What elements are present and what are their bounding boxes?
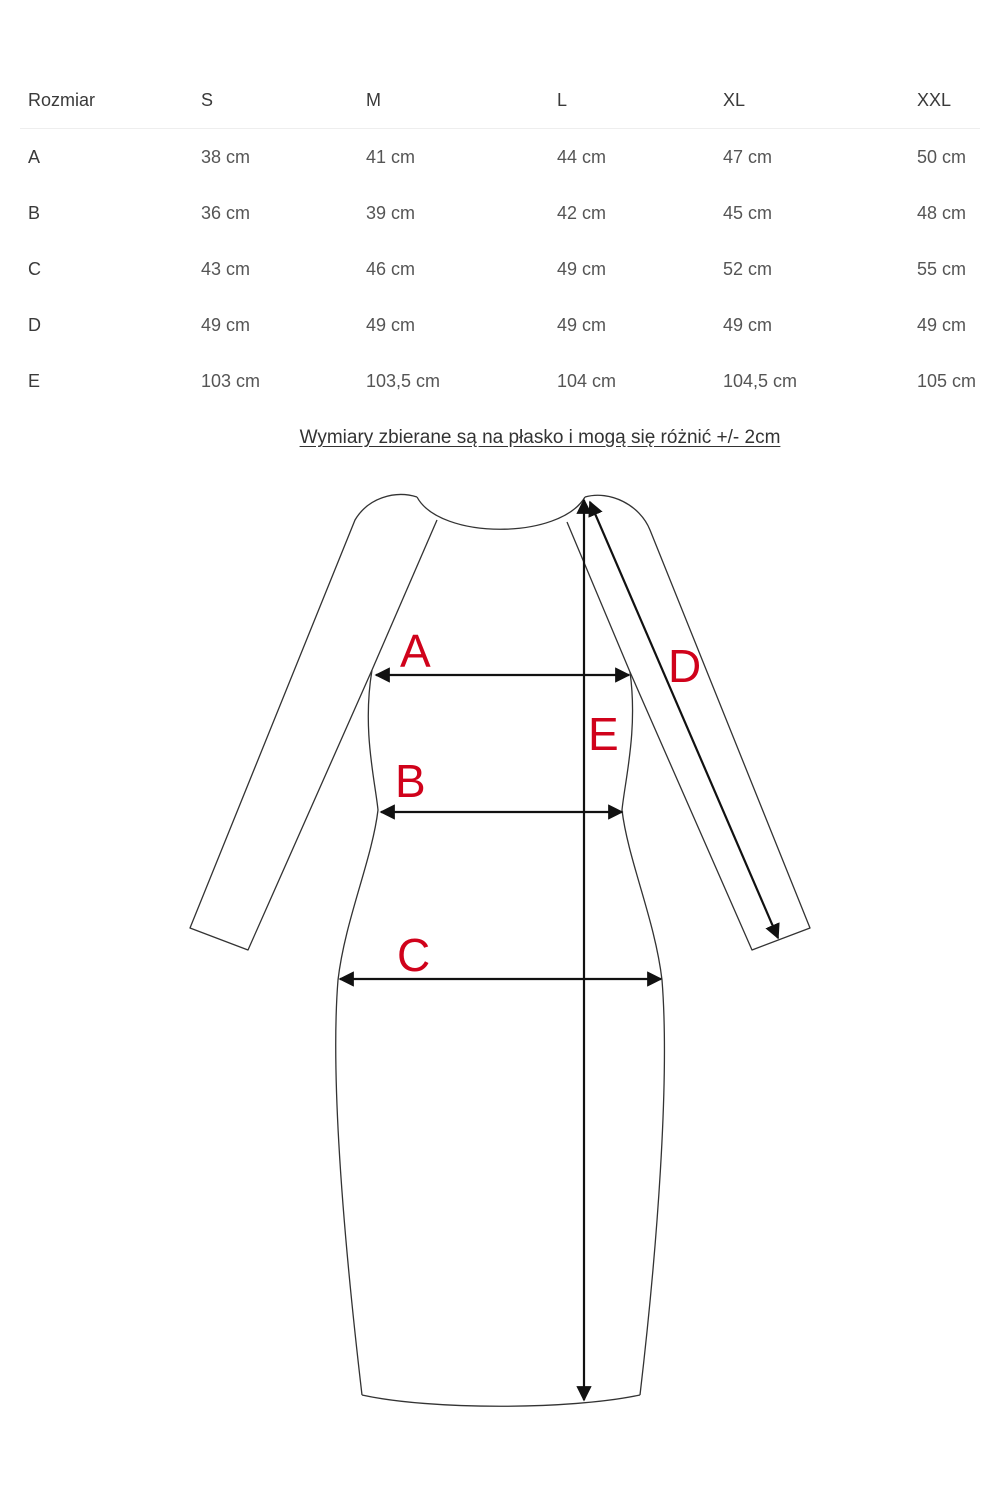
- table-cell: 46 cm: [366, 258, 416, 279]
- table-cell: 45 cm: [723, 202, 773, 223]
- label-a: A: [400, 625, 431, 677]
- table-cell: 49 cm: [366, 314, 416, 335]
- header-m: M: [358, 72, 549, 129]
- table-cell: 104 cm: [557, 370, 617, 391]
- table-cell: 49 cm: [557, 258, 607, 279]
- table-cell: 104,5 cm: [723, 370, 798, 391]
- body-left-side: [336, 670, 378, 1395]
- row-label: B: [28, 202, 41, 223]
- table-cell: 49 cm: [723, 314, 773, 335]
- right-raglan-seam: [567, 522, 630, 672]
- table-cell: 47 cm: [723, 146, 773, 167]
- body-right-side: [622, 672, 664, 1395]
- table-cell: 42 cm: [557, 202, 607, 223]
- header-xxl: XXL: [909, 72, 980, 129]
- table-cell: 41 cm: [366, 146, 416, 167]
- table-cell: 36 cm: [201, 202, 251, 223]
- left-sleeve: [190, 495, 417, 950]
- right-sleeve: [585, 495, 810, 950]
- row-label: D: [28, 314, 41, 335]
- header-xl: XL: [715, 72, 909, 129]
- row-label: A: [28, 146, 41, 167]
- table-cell: 55 cm: [917, 258, 967, 279]
- dress-outline: [190, 495, 810, 1407]
- label-c: C: [397, 929, 431, 981]
- hem: [362, 1395, 640, 1406]
- table-cell: 39 cm: [366, 202, 416, 223]
- label-e: E: [588, 708, 619, 760]
- row-label: E: [28, 370, 41, 391]
- header-l: L: [549, 72, 715, 129]
- table-cell: 49 cm: [917, 314, 967, 335]
- row-label: C: [28, 258, 41, 279]
- header-s: S: [193, 72, 358, 129]
- table-cell: 49 cm: [201, 314, 251, 335]
- table-cell: 49 cm: [557, 314, 607, 335]
- label-d: D: [668, 640, 702, 692]
- table-cell: 103,5 cm: [366, 370, 441, 391]
- table-cell: 48 cm: [917, 202, 967, 223]
- table-cell: 105 cm: [917, 370, 977, 391]
- table-cell: 52 cm: [723, 258, 773, 279]
- table-cell: 103 cm: [201, 370, 261, 391]
- neckline: [417, 497, 585, 529]
- measurement-note: Wymiary zbierane są na płasko i mogą się różnić +/- 2cm: [299, 427, 781, 448]
- table-cell: 50 cm: [917, 146, 967, 167]
- table-cell: 38 cm: [201, 146, 251, 167]
- table-cell: 44 cm: [557, 146, 607, 167]
- label-b: B: [395, 755, 426, 807]
- header-size: Rozmiar: [20, 72, 193, 129]
- table-cell: 43 cm: [201, 258, 251, 279]
